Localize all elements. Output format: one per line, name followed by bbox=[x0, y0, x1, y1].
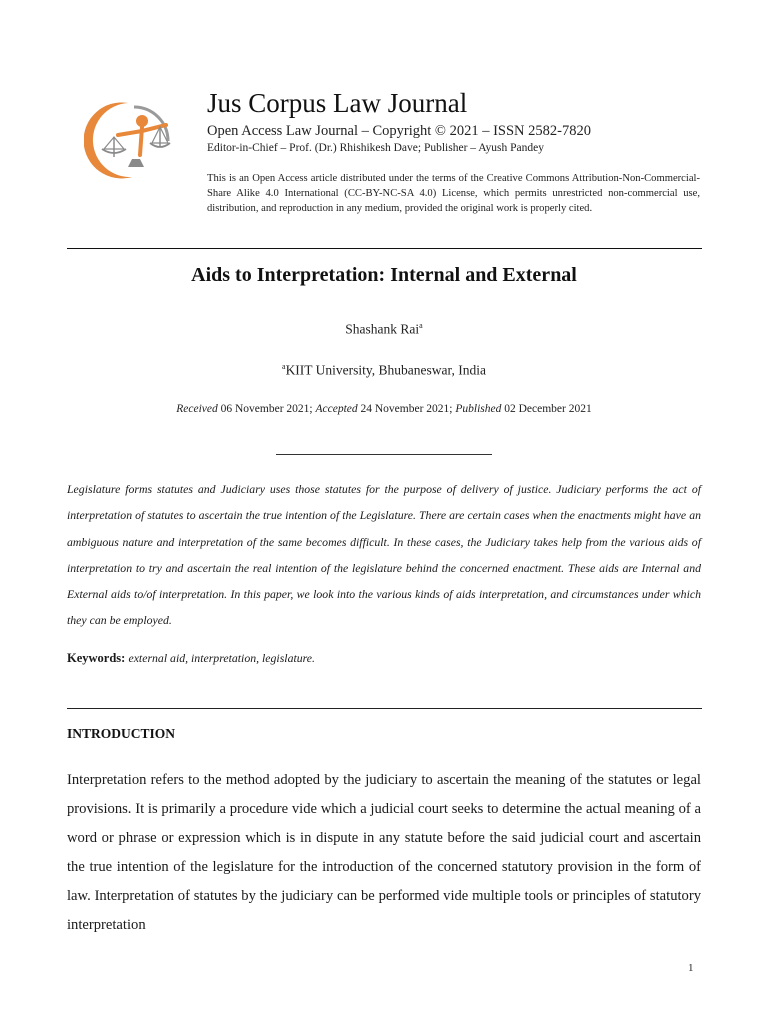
published-date: 02 December 2021 bbox=[504, 403, 592, 415]
published-label: Published bbox=[455, 403, 502, 415]
paper-title: Aids to Interpretation: Internal and External bbox=[191, 264, 577, 286]
top-divider bbox=[67, 248, 702, 249]
received-label: Received bbox=[176, 403, 218, 415]
affiliation: KIIT University, Bhubaneswar, India bbox=[285, 362, 486, 378]
author-line bbox=[0, 321, 768, 338]
author-name: Shashank Rai bbox=[345, 321, 420, 337]
journal-title: Jus Corpus Law Journal bbox=[207, 88, 468, 118]
keywords-list: external aid, interpretation, legislature. bbox=[128, 651, 315, 665]
accepted-date: 24 November 2021; bbox=[360, 403, 453, 415]
section-divider bbox=[67, 708, 702, 709]
journal-subtitle: Open Access Law Journal – Copyright © 2021 – ISSN 2582-7820 bbox=[207, 123, 591, 139]
abstract: Legislature forms statutes and Judiciary uses those statutes for the purpose of delivery of justice. Judiciary performs the act of interpretation of statutes to ascertain the true intention of the Legislature. There are certain cases when the enactments might have an ambiguous nature and interpretation of the same becomes difficult. In these cases, the Judiciary takes help from the various aids of interpretation to try and ascertain the real intention of the legislature behind the concerned enactment. These aids are Internal and External aids to/of interpretation. In this paper, we look into the various kinds of aids interpretation, and circumstances under which they can be employed. bbox=[67, 482, 701, 628]
introduction-paragraph: Interpretation refers to the method adopted by the judiciary to ascertain the meaning of the statutes or legal provisions. It is primarily a procedure vide which a judicial court seeks to determine the actual meaning of a word or phrase or expression which is in dispute in any statute before the said judicial court and ascertain the true intention of the legislature for the introduction of the concerned statutory provision in the form of law. Interpretation of statutes by the judiciary can be performed vide multiple tools or principles of statutory interpretation bbox=[67, 772, 701, 933]
editor-line: Editor-in-Chief – Prof. (Dr.) Rhishikesh Dave; Publisher – Ayush Pandey bbox=[207, 142, 544, 154]
affiliation-superscript: a bbox=[282, 362, 286, 371]
abstract-separator bbox=[276, 454, 492, 455]
author-superscript: a bbox=[419, 321, 423, 330]
accepted-label: Accepted bbox=[315, 403, 358, 415]
page-number: 1 bbox=[688, 962, 694, 974]
journal-logo-icon bbox=[84, 97, 176, 181]
received-date: 06 November 2021; bbox=[220, 403, 313, 415]
affiliation-line bbox=[0, 362, 768, 379]
publication-dates bbox=[0, 403, 768, 415]
keywords-label: Keywords: bbox=[67, 651, 126, 665]
keywords-line bbox=[67, 651, 315, 666]
section-heading-introduction: INTRODUCTION bbox=[67, 726, 176, 741]
license-notice: This is an Open Access article distributed under the terms of the Creative Commons Attribution-Non-Commercial-Share Alike 4.0 International (CC-BY-NC-SA 4.0) License, which permits unrestricted non-commercial use, distribution, and reproduction in any medium, provided the original work is properly cited. bbox=[207, 173, 700, 214]
